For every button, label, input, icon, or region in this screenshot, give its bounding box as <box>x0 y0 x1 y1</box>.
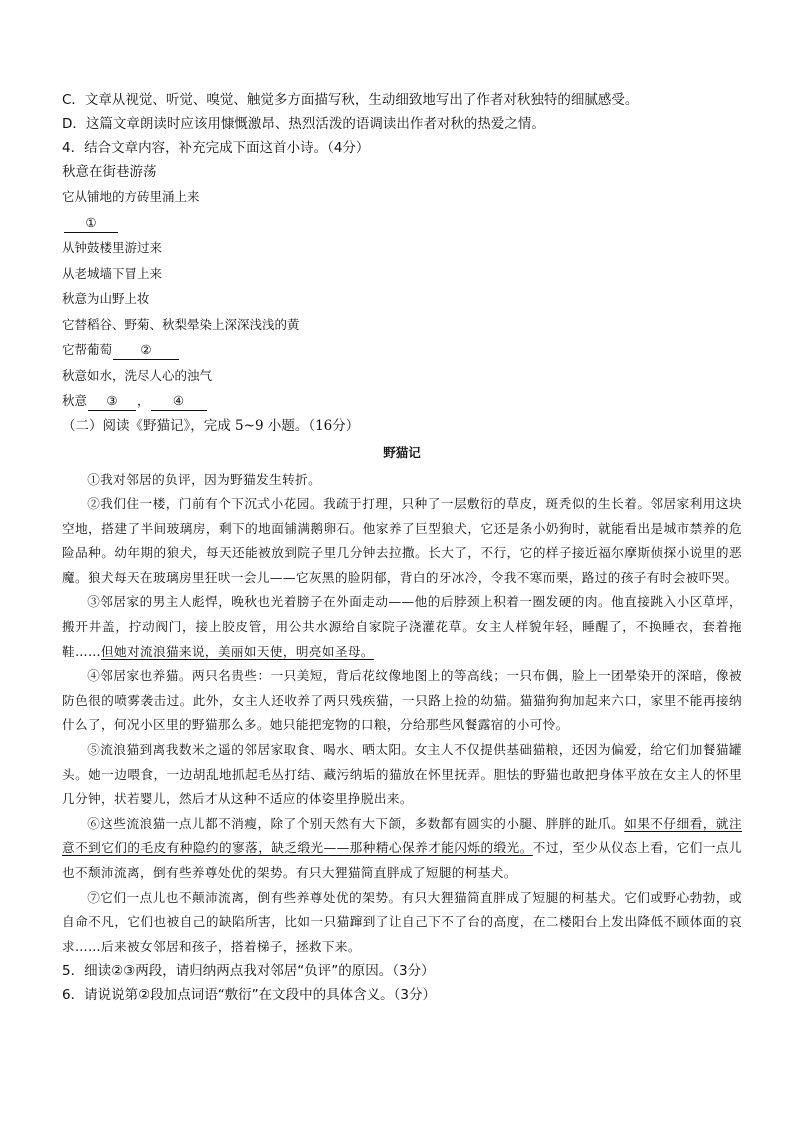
paragraph-3-underlined: 但她对流浪猫来说，美丽如天使，明亮如圣母。 <box>100 643 374 659</box>
paragraph-2: ②我们住一楼，门前有个下沉式小花园。我疏于打理，只种了一层敷衍的草皮，斑秃似的生长着。邻居家利用这块空地，搭建了半间玻璃房，剩下的地面铺满鹅卵石。他家养了巨型狼犬，它还是条小奶狗时，就能看出是城市禁养的危险品种。幼年期的狼犬，每天还能被放到院子里几分钟去拉撒。长大了，不行，它的样子接近福尔摩斯侦探小说里的恶魔。狼犬每天在玻璃房里狂吠一会儿——它灰黑的脸阴郁，背白的牙冰冷，令我不寒而栗，路过的孩子有时会被吓哭。 <box>62 496 742 585</box>
section-heading: （二）阅读《野猫记》，完成 5~9 小题。（16分） <box>62 417 360 434</box>
answer-blank-2[interactable]: ② <box>113 341 179 360</box>
poem-line-9-text: 秋意 <box>62 393 88 408</box>
article-title: 野猫记 <box>383 444 421 460</box>
poem-title: 秋意在街巷游荡 <box>62 164 157 180</box>
poem-line-9 <box>62 388 742 414</box>
paragraph-3 <box>62 590 742 664</box>
poem-line-8: 秋意如水，洗尽人心的浊气 <box>62 367 213 383</box>
poem-line-7-text: 它帮葡萄 <box>62 342 113 357</box>
poem-line-6: 它替稻谷、野菊、秋梨晕染上深深浅浅的黄 <box>62 316 300 332</box>
paragraph-1: ①我对邻居的负评，因为野猫发生转折。 <box>87 471 322 487</box>
answer-blank-1[interactable]: ① <box>64 214 118 233</box>
question-4: 4．结合文章内容，补充完成下面这首小诗。（4分） <box>62 140 370 156</box>
poem-line-9-comma: ， <box>137 393 150 408</box>
poem-line-1: 它从铺地的方砖里涌上来 <box>62 189 200 204</box>
question-6: 6．请说说第②段加点词语“敷衍”在文段中的具体含义。（3分） <box>62 987 437 1004</box>
paragraph-6-text-a: ⑥这些流浪猫一点儿都不消瘦，除了个别天然有大下颌，多数都有圆实的小腿、胖胖的趾爪。 <box>87 815 625 831</box>
option-d: D．这篇文章朗读时应该用慷慨激昂、热烈活泼的语调读出作者对秋的热爱之情。 <box>62 116 545 132</box>
answer-blank-3[interactable]: ③ <box>88 392 136 411</box>
paragraph-6-text-b: 不过，至少从仪态上看，它们一点儿也不颓沛流离，倒有些养尊处优的架势。有只大狸猫简直胖成了短腿的柯基犬。 <box>62 840 742 880</box>
poem-line-3: 从钟鼓楼里游过来 <box>62 240 163 255</box>
option-c: C．文章从视觉、听觉、嗅觉、触觉多方面描写秋，生动细致地写出了作者对秋独特的细腻感受。 <box>62 92 639 108</box>
paragraph-3-text: ③邻居家的男主人彪悍，晚秋也光着膀子在外面走动——他的后脖颈上积着一圈发硬的肉。他直接跳入小区草坪，搬开井盖，拧动阀门，接上胶皮管，用公共水源给自家院子浇灌花草。女主人样貌年轻，睡醒了，不换睡衣，套着拖鞋…… <box>62 594 742 659</box>
poem-line-5: 秋意为山野上妆 <box>62 291 150 306</box>
question-5: 5．细读②③两段，请归纳两点我对邻居“负评”的原因。（3分） <box>62 963 435 980</box>
poem-line-4: 从老城墙下冒上来 <box>62 265 163 281</box>
poem-line-2 <box>62 210 742 236</box>
paragraph-4: ④邻居家也养猫。两只名贵些：一只美短，背后花纹像地图上的等高线；一只布偶，脸上一团晕染开的深暗，像被防色很的喷雾袭击过。此外，女主人还收养了两只残疾猫，一只路上捡的幼猫。猫猫狗狗加起来六口，家里不能再接纳什么了，何况小区里的野猫那么多。她只能把宠物的口粮，分给那些风餐露宿的小可怜。 <box>62 668 742 733</box>
paragraph-6-underlined: 如果不仔细看，就注意不到它们的毛皮有种隐约的寥落，缺乏缎光——那种精心保养才能闪烁的缎光。 <box>62 815 742 856</box>
poem-line-7 <box>62 337 742 363</box>
paragraph-5: ⑤流浪猫到离我数米之遥的邻居家取食、喝水、晒太阳。女主人不仅提供基础猫粮，还因为偏爱，给它们加餐猫罐头。她一边喂食，一边胡乱地抓起毛丛打结、藏污纳垢的猫放在怀里抚弄。胆怯的野猫也敢把身体平放在女主人的怀里几分钟，状若婴儿，然后才从这种不适应的体姿里挣脱出来。 <box>62 742 742 807</box>
answer-blank-4[interactable]: ④ <box>151 392 207 411</box>
paragraph-6 <box>62 812 742 886</box>
paragraph-7: ⑦它们一点儿也不颠沛流离，倒有些养尊处优的架势。有只大狸猫简直胖成了短腿的柯基犬。它们或野心勃勃，或自命不凡，它们也被自己的缺陷所害，比如一只猫蹿到了让自己下不了台的高度，在二楼阳台上发出降低不顾体面的哀求……后来被女邻居和孩子，搭着梯子，拯救下来。 <box>62 889 742 954</box>
exam-page <box>62 88 742 1007</box>
